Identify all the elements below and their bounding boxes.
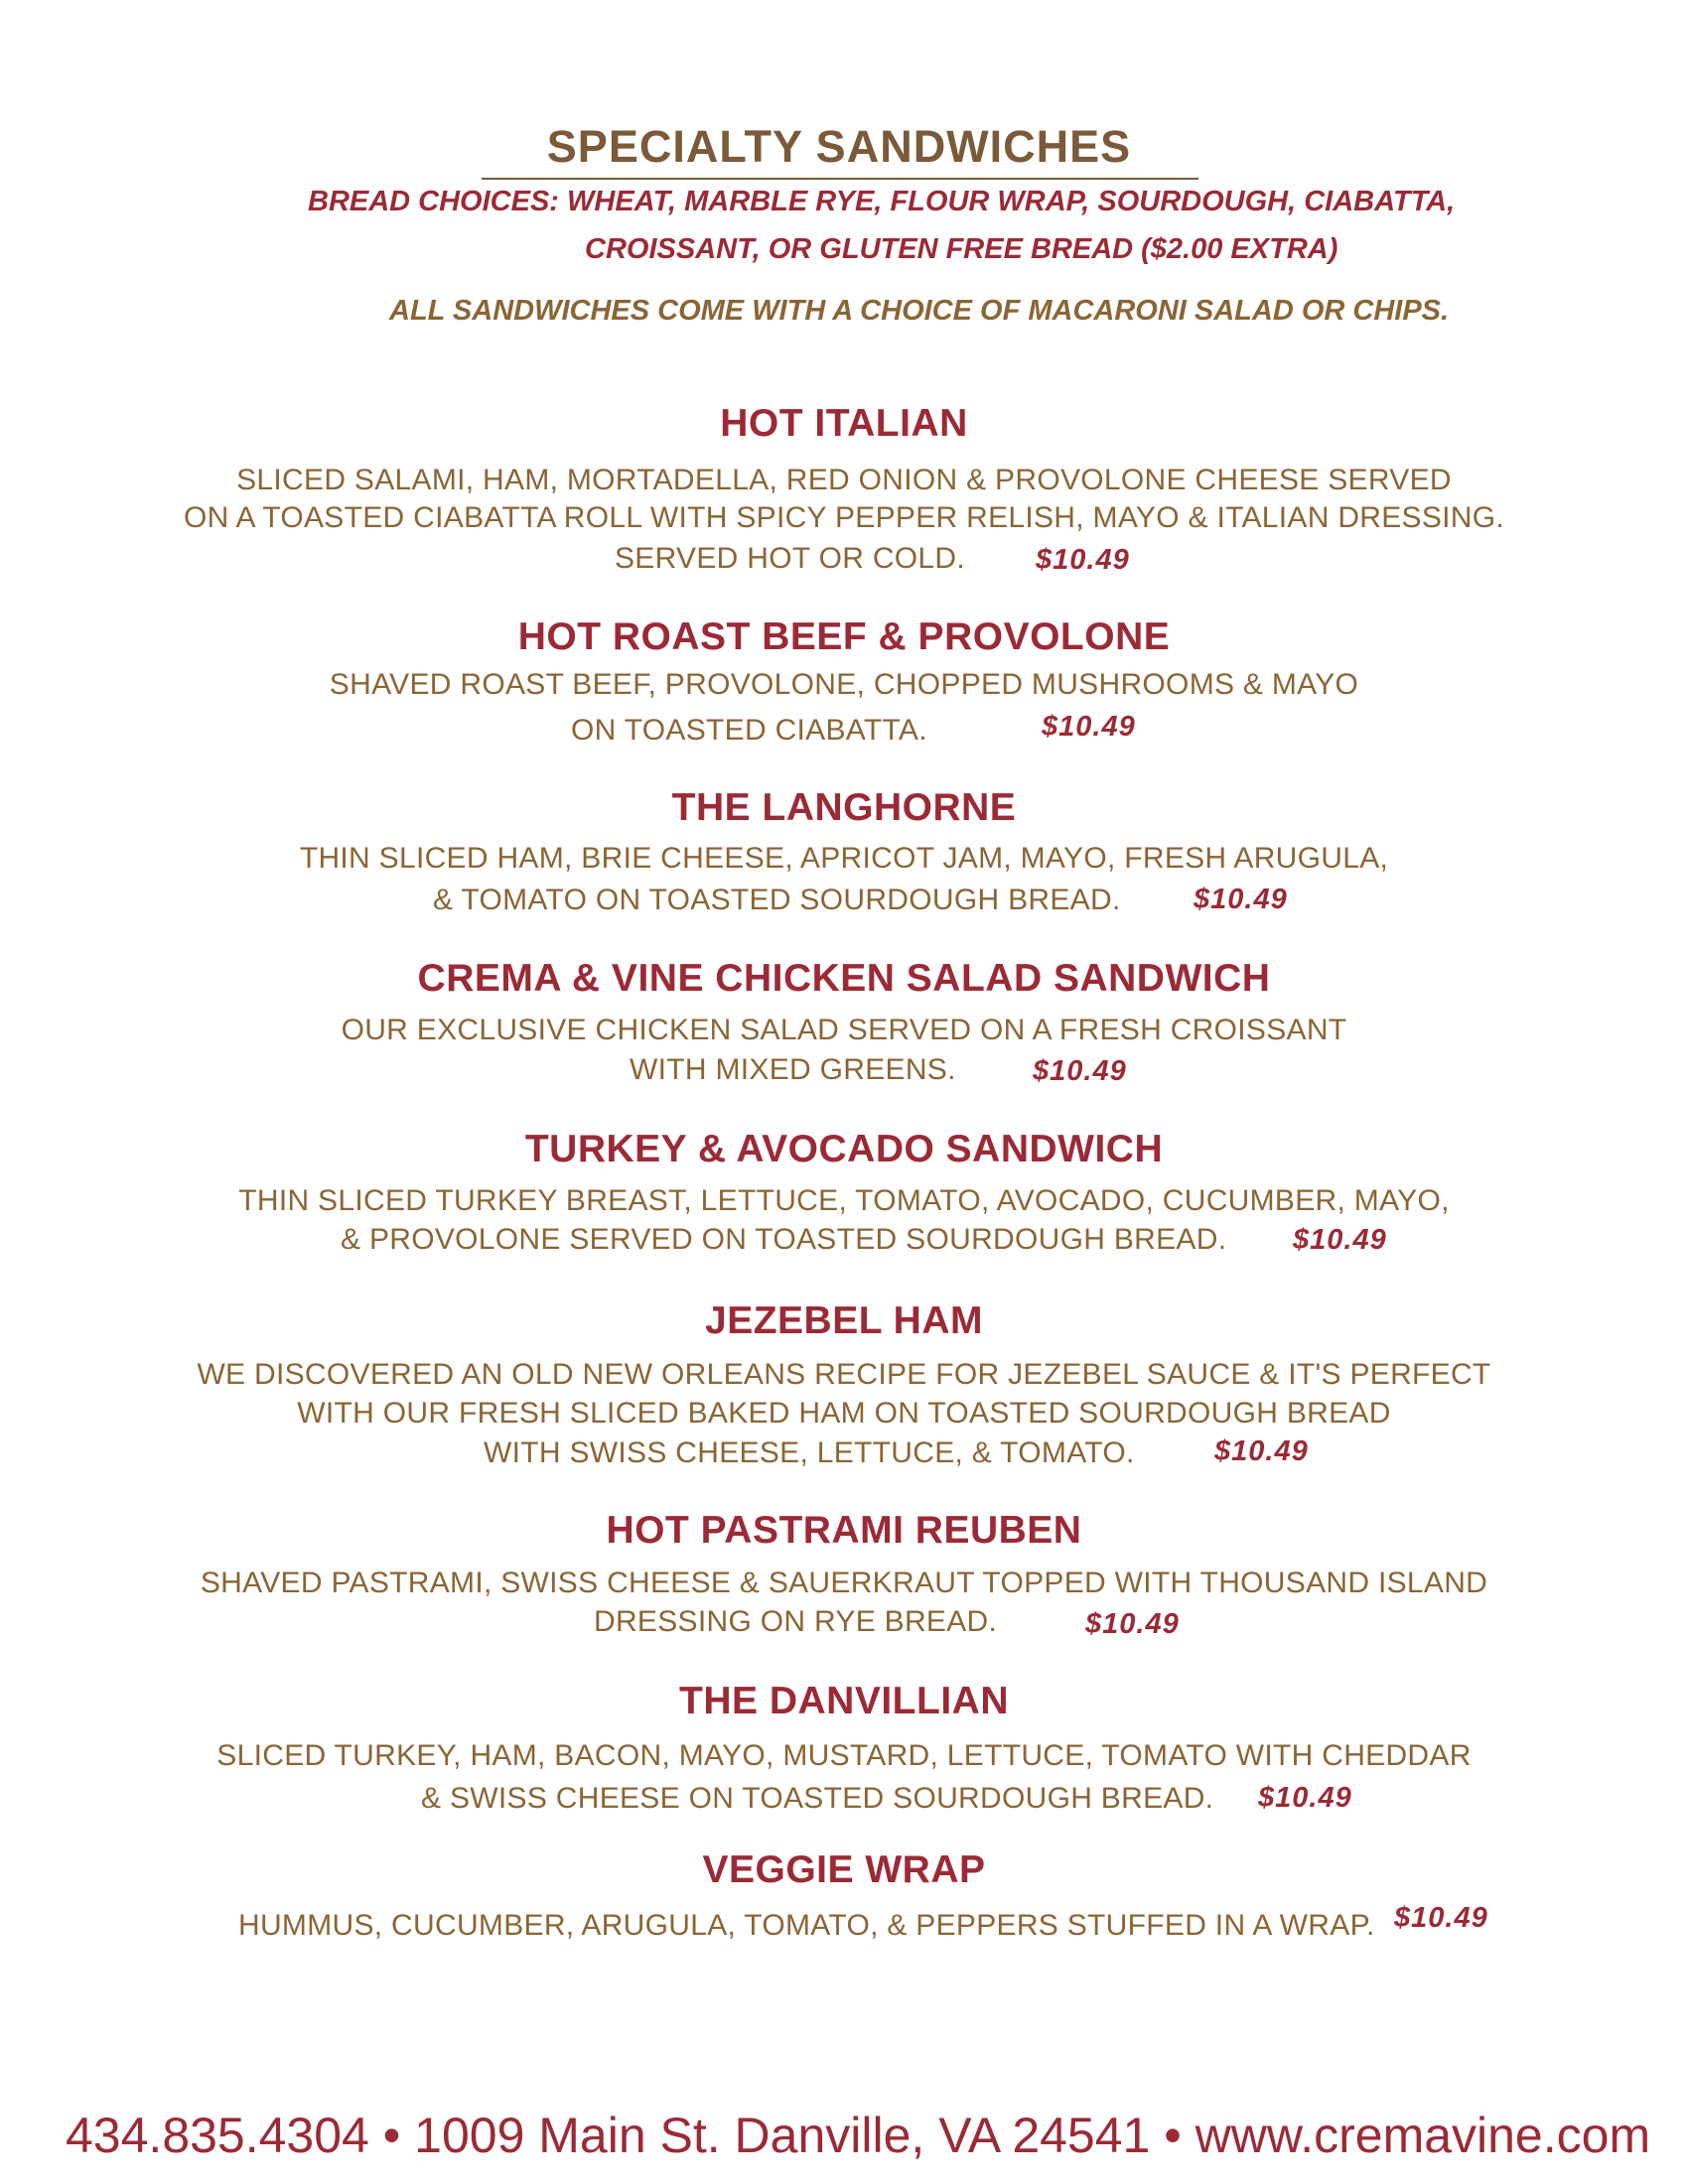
item-price: $10.49 <box>1033 1055 1127 1087</box>
item-price: $10.49 <box>1214 1435 1309 1467</box>
item-description: WITH OUR FRESH SLICED BAKED HAM ON TOASTED SOURDOUGH BREAD <box>297 1397 1391 1430</box>
item-description: HUMMUS, CUCUMBER, ARUGULA, TOMATO, & PEPPERS STUFFED IN A WRAP. <box>238 1909 1375 1942</box>
bread-choices-line1: BREAD CHOICES: WHEAT, MARBLE RYE, FLOUR WRAP, SOURDOUGH, CIABATTA, <box>308 186 1456 217</box>
side-choice-note: ALL SANDWICHES COME WITH A CHOICE OF MACARONI SALAD OR CHIPS. <box>389 295 1450 327</box>
item-description: & PROVOLONE SERVED ON TOASTED SOURDOUGH BREAD. <box>341 1223 1227 1256</box>
item-name: CREMA & VINE CHICKEN SALAD SANDWICH <box>417 957 1271 1000</box>
item-description: OUR EXCLUSIVE CHICKEN SALAD SERVED ON A FRESH CROISSANT <box>341 1014 1347 1046</box>
item-description: SLICED TURKEY, HAM, BACON, MAYO, MUSTARD, LETTUCE, TOMATO WITH CHEDDAR <box>216 1739 1472 1772</box>
item-price: $10.49 <box>1085 1608 1180 1640</box>
item-name: THE LANGHORNE <box>671 786 1017 829</box>
item-description: DRESSING ON RYE BREAD. <box>594 1605 998 1638</box>
item-description: THIN SLICED HAM, BRIE CHEESE, APRICOT JAM, MAYO, FRESH ARUGULA, <box>299 842 1389 875</box>
item-description: ON A TOASTED CIABATTA ROLL WITH SPICY PEPPER RELISH, MAYO & ITALIAN DRESSING. <box>183 501 1505 534</box>
item-name: VEGGIE WRAP <box>702 1848 986 1891</box>
item-description: WE DISCOVERED AN OLD NEW ORLEANS RECIPE FOR JEZEBEL SAUCE & IT'S PERFECT <box>197 1358 1491 1391</box>
item-name: THE DANVILLIAN <box>679 1680 1009 1722</box>
item-description: ON TOASTED CIABATTA. <box>571 714 927 747</box>
item-description: THIN SLICED TURKEY BREAST, LETTUCE, TOMATO, AVOCADO, CUCUMBER, MAYO, <box>238 1184 1450 1217</box>
item-description: SLICED SALAMI, HAM, MORTADELLA, RED ONION & PROVOLONE CHEESE SERVED <box>236 464 1452 496</box>
item-name: JEZEBEL HAM <box>705 1299 983 1342</box>
bread-choices-line2: CROISSANT, OR GLUTEN FREE BREAD ($2.00 EXTRA) <box>585 233 1338 265</box>
item-description: WITH SWISS CHEESE, LETTUCE, & TOMATO. <box>484 1436 1135 1469</box>
item-description: WITH MIXED GREENS. <box>630 1053 956 1086</box>
title-underline <box>482 178 1198 180</box>
item-description: & TOMATO ON TOASTED SOURDOUGH BREAD. <box>433 884 1121 916</box>
footer-contact: 434.835.4304 • 1009 Main St. Danville, VA 24541 • www.cremavine.com <box>66 2108 1651 2163</box>
item-price: $10.49 <box>1194 884 1288 915</box>
item-description: SHAVED PASTRAMI, SWISS CHEESE & SAUERKRAUT TOPPED WITH THOUSAND ISLAND <box>200 1567 1488 1599</box>
item-price: $10.49 <box>1042 711 1136 743</box>
item-name: HOT ROAST BEEF & PROVOLONE <box>517 615 1171 658</box>
item-price: $10.49 <box>1293 1224 1387 1256</box>
menu-title: SPECIALTY SANDWICHES <box>546 121 1132 172</box>
item-description: & SWISS CHEESE ON TOASTED SOURDOUGH BREAD. <box>421 1782 1214 1815</box>
item-name: TURKEY & AVOCADO SANDWICH <box>524 1128 1164 1170</box>
item-price: $10.49 <box>1036 544 1130 576</box>
item-name: HOT ITALIAN <box>720 402 968 445</box>
item-name: HOT PASTRAMI REUBEN <box>606 1509 1082 1552</box>
item-description: SERVED HOT OR COLD. <box>615 542 965 575</box>
item-description: SHAVED ROAST BEEF, PROVOLONE, CHOPPED MUSHROOMS & MAYO <box>329 668 1359 701</box>
item-price: $10.49 <box>1394 1902 1488 1934</box>
item-price: $10.49 <box>1258 1782 1352 1814</box>
